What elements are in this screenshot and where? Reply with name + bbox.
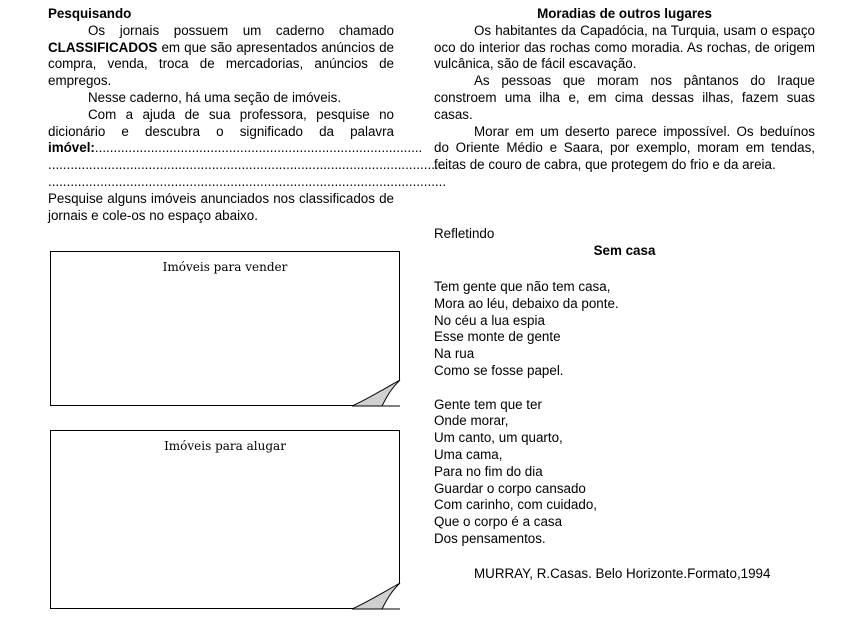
stanza-gap xyxy=(434,380,619,397)
refletindo-label: Refletindo xyxy=(434,226,495,241)
text: Com a ajuda de sua professora, pesquise no dicionário e descubra o significado da palavra xyxy=(48,106,394,139)
text: Os jornais possuem um caderno chamado xyxy=(88,22,394,38)
answer-line: ........................................................................................................... xyxy=(48,157,447,173)
poem-line: Uma cama, xyxy=(434,446,503,462)
text: em que são apresentados anúncios de compra, venda, troca de mercadorias, anúncios de empregos. xyxy=(48,39,394,89)
poem-title: Sem casa xyxy=(593,243,656,258)
paragraph-iraque: As pessoas que moram nos pântanos do Iraque constroem uma ilha e, em cima dessas ilhas, fazem suas casas. xyxy=(434,73,815,122)
paragraph-capadocia: Os habitantes da Capadócia, na Turquia, usam o espaço oco do interior das rochas como moradia. As rochas, de origem vulcânica, são de fácil escavação. xyxy=(434,22,815,72)
paragraph-deserto: Morar em um deserto parece impossível. Os beduínos do Oriente Médio e Saara, por exemplo, moram em tendas, feitas de couro de cabra, que protegem do frio e da areia. xyxy=(434,123,815,173)
paragraph-dicionario xyxy=(48,106,423,157)
poem-line: Que o corpo é a casa xyxy=(434,514,563,530)
answer-line: ........................................................................................................... xyxy=(48,173,447,189)
poem-line: Como se fosse papel. xyxy=(434,362,564,378)
poem-line: Gente tem que ter xyxy=(434,396,542,412)
poem-line: Na rua xyxy=(434,346,475,362)
paste-box-sell xyxy=(50,251,400,406)
poem-line: Mora ao léu, debaixo da ponte. xyxy=(434,295,619,311)
poem-line: Dos pensamentos. xyxy=(434,530,546,546)
paste-box-rent xyxy=(50,430,400,609)
right-column xyxy=(434,6,815,174)
poem xyxy=(434,279,619,548)
paragraph-caderno: Nesse caderno, há uma seção de imóveis. xyxy=(88,89,342,105)
box-title-rent: Imóveis para alugar xyxy=(164,439,286,453)
page-curl-icon xyxy=(352,380,400,406)
poem-line: Para no fim do dia xyxy=(434,463,543,479)
section-title-moradias: Moradias de outros lugares xyxy=(537,6,712,21)
citation: MURRAY, R.Casas. Belo Horizonte.Formato,1994 xyxy=(474,566,771,581)
page-curl-icon xyxy=(352,583,400,609)
imovel-bold: imóvel: xyxy=(48,140,95,156)
poem-line: Um canto, um quarto, xyxy=(434,430,563,446)
poem-line: Onde morar, xyxy=(434,413,509,429)
poem-line: Guardar o corpo cansado xyxy=(434,480,586,496)
poem-line: Tem gente que não tem casa, xyxy=(434,279,611,294)
classificados-bold: CLASSIFICADOS xyxy=(48,39,158,55)
paragraph-jornais xyxy=(48,23,394,90)
poem-line: Com carinho, com cuidado, xyxy=(434,497,597,513)
paragraph-pesquise: Pesquise alguns imóveis anunciados nos classificados de jornais e cole-os no espaço abaixo. xyxy=(48,190,394,223)
poem-line: Esse monte de gente xyxy=(434,329,561,345)
box-title-sell: Imóveis para vender xyxy=(162,260,288,274)
left-column xyxy=(48,6,447,224)
section-title-pesquisando: Pesquisando xyxy=(48,6,132,21)
poem-line: No céu a lua espia xyxy=(434,312,545,328)
answer-line: ........................................................................................ xyxy=(94,140,423,156)
